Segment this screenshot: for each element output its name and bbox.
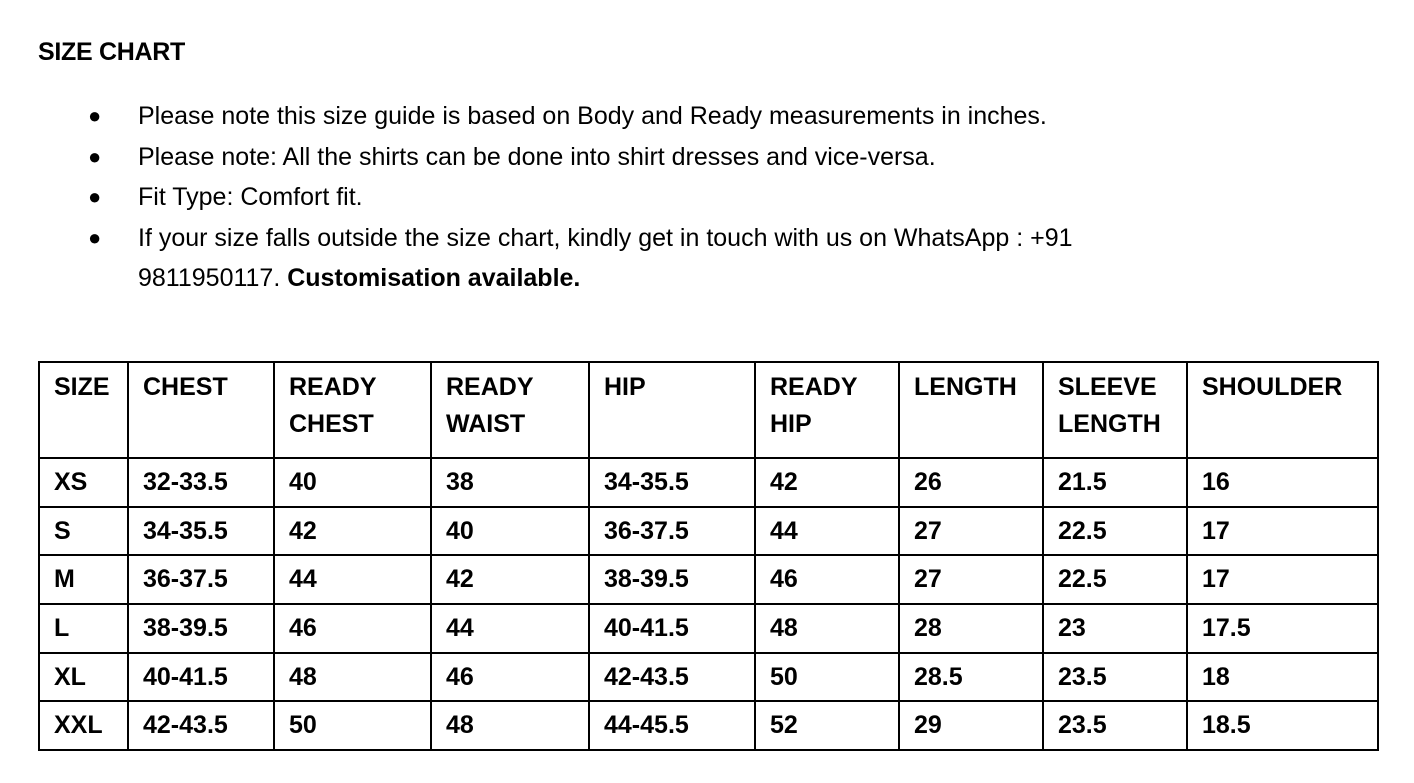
table-row [39,507,1378,556]
note-text: If your size falls outside the size chart, kindly get in touch with us on WhatsApp : +91 9811950117. [138,223,1073,292]
note-item [0,96,1218,137]
measurement-cell: 36-37.5 [128,555,274,604]
column-header [899,362,1043,458]
table-row [39,653,1378,702]
measurement-cell: 48 [431,701,589,750]
measurement-cell: 18.5 [1187,701,1378,750]
measurement-cell: 27 [899,507,1043,556]
measurement-cell: 46 [755,555,899,604]
size-cell: XS [39,458,128,507]
measurement-cell: 42 [274,507,431,556]
measurement-cell: 38 [431,458,589,507]
bullet-icon: ● [88,103,102,128]
measurement-cell: 18 [1187,653,1378,702]
measurement-cell: 48 [755,604,899,653]
size-cell: S [39,507,128,556]
measurement-cell: 29 [899,701,1043,750]
note-text: Please note: All the shirts can be done into shirt dresses and vice-versa. [138,142,936,171]
measurement-cell: 52 [755,701,899,750]
measurement-cell: 40-41.5 [128,653,274,702]
table-row [39,604,1378,653]
measurement-cell: 17 [1187,507,1378,556]
measurement-cell: 38-39.5 [128,604,274,653]
column-header-line: READY [446,373,534,401]
note-item [0,137,1218,178]
note-item [0,177,1218,218]
note-text: Fit Type: Comfort fit. [138,183,363,211]
notes-list [0,96,1414,299]
customisation-note: Customisation available. [287,264,581,292]
column-header [1187,362,1378,458]
measurement-cell: 23 [1043,604,1187,653]
note-item [0,218,1218,299]
measurement-cell: 38-39.5 [589,555,755,604]
table-body [39,458,1378,750]
measurement-cell: 21.5 [1043,458,1187,507]
column-header [1043,362,1187,458]
measurement-cell: 23.5 [1043,701,1187,750]
column-header [431,362,589,458]
column-header [755,362,899,458]
measurement-cell: 22.5 [1043,555,1187,604]
measurement-cell: 42-43.5 [128,701,274,750]
measurement-cell: 40 [431,507,589,556]
measurement-cell: 26 [899,458,1043,507]
measurement-cell: 42-43.5 [589,653,755,702]
measurement-cell: 28.5 [899,653,1043,702]
column-header-line: HIP [770,410,812,438]
measurement-cell: 44-45.5 [589,701,755,750]
measurement-cell: 27 [899,555,1043,604]
column-header-line: WAIST [446,410,526,438]
bullet-icon: ● [88,184,102,209]
size-cell: M [39,555,128,604]
column-header [589,362,755,458]
measurement-cell: 28 [899,604,1043,653]
measurement-cell: 34-35.5 [589,458,755,507]
measurement-cell: 48 [274,653,431,702]
column-header [274,362,431,458]
note-text: Please note this size guide is based on Body and Ready measurements in inches. [138,102,1047,130]
column-header-line: READY [770,373,858,401]
table-header-row [39,362,1378,458]
column-header [39,362,128,458]
measurement-cell: 36-37.5 [589,507,755,556]
column-header-line: SHOULDER [1202,373,1343,401]
measurement-cell: 17 [1187,555,1378,604]
measurement-cell: 44 [431,604,589,653]
table-row [39,458,1378,507]
measurement-cell: 23.5 [1043,653,1187,702]
measurement-cell: 32-33.5 [128,458,274,507]
measurement-cell: 34-35.5 [128,507,274,556]
table-row [39,701,1378,750]
measurement-cell: 22.5 [1043,507,1187,556]
table-row [39,555,1378,604]
measurement-cell: 50 [755,653,899,702]
measurement-cell: 40 [274,458,431,507]
size-cell: XXL [39,701,128,750]
size-cell: L [39,604,128,653]
page-title: SIZE CHART [38,38,186,66]
measurement-cell: 17.5 [1187,604,1378,653]
measurement-cell: 44 [755,507,899,556]
bullet-icon: ● [88,143,102,169]
measurement-cell: 40-41.5 [589,604,755,653]
column-header-line: LENGTH [914,373,1017,401]
measurement-cell: 46 [274,604,431,653]
column-header-line: CHEST [289,410,374,438]
size-chart-table [38,361,1379,751]
column-header-line: READY [289,373,377,401]
bullet-icon: ● [88,224,102,250]
column-header-line: HIP [604,373,646,401]
column-header [128,362,274,458]
measurement-cell: 50 [274,701,431,750]
measurement-cell: 16 [1187,458,1378,507]
column-header-line: CHEST [143,373,228,401]
column-header-line: LENGTH [1058,410,1161,438]
measurement-cell: 42 [755,458,899,507]
measurement-cell: 46 [431,653,589,702]
measurement-cell: 42 [431,555,589,604]
size-cell: XL [39,653,128,702]
column-header-line: SLEEVE [1058,373,1157,401]
column-header-line: SIZE [54,373,110,401]
measurement-cell: 44 [274,555,431,604]
